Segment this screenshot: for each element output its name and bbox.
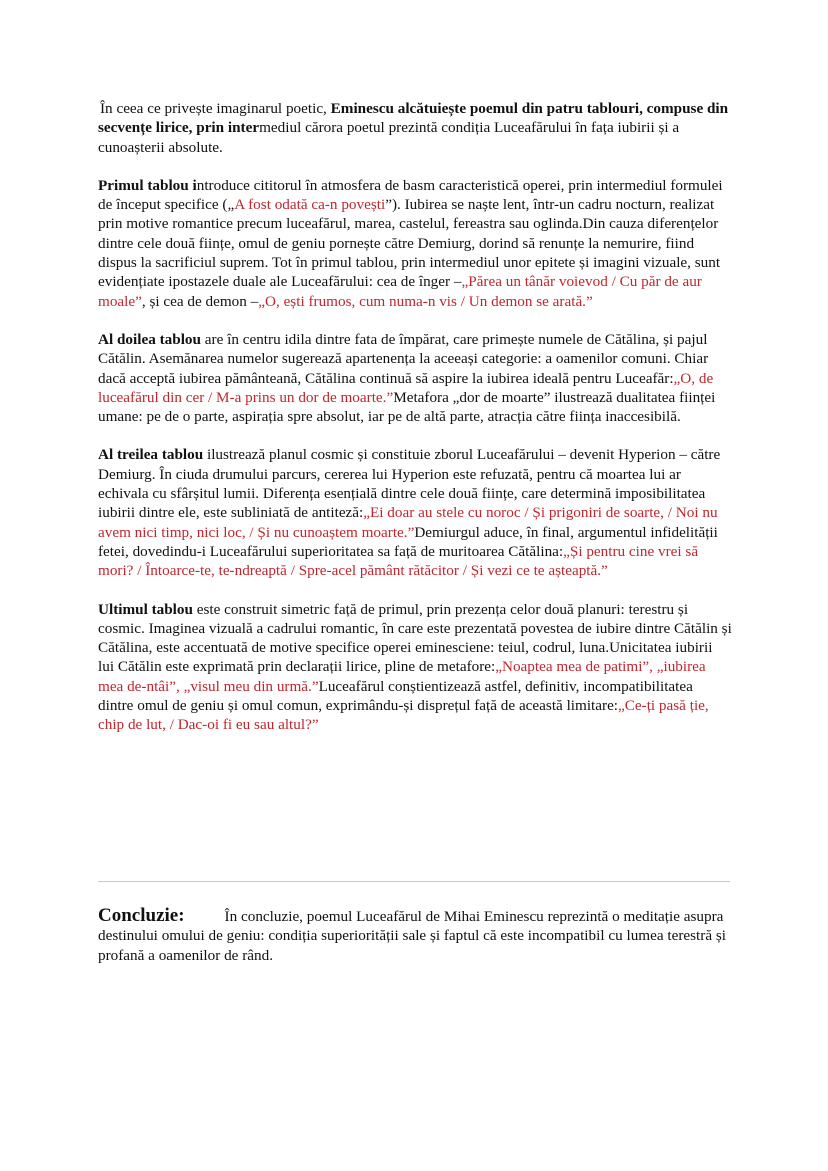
document-body: [98, 99, 732, 754]
last-tableau-text-1: este construit simetric față de primul, prin prezența celor două planuri: terestru și cosmic. Imaginea vizuală a cadrului romantic, în care este prezentată povestea de iubire dintre Cătălin și Cătălina, este accentuată de motive specifice operei eminesciene: teiul, codrul, luna.Unicitatea iubirii lui Cătălin este exprimată prin declarații lirice, pline de metafore:: [98, 600, 732, 676]
paragraph-first-tableau: [98, 176, 732, 311]
last-tableau-quote-1: „Noaptea mea de patimi”, „iubirea mea de-ntâi”, „visul meu din urmă.”: [98, 658, 706, 695]
last-tableau-quote-2: „Ce-ți pasă ție, chip de lut, / Dac-oi fi eu sau altul?”: [98, 697, 709, 734]
last-tableau-text-2: Luceafărul conștientizează astfel, definitiv, incompatibilitatea dintre omul de geniu și omul comun, exprimându-și disprețul față de această limitare:: [98, 677, 693, 715]
conclusion-title: Concluzie:: [98, 905, 185, 926]
third-tableau-text-1: ilustrează planul cosmic și constituie zborul Luceafărului – devenit Hyperion – către Demiurg. În ciuda drumului parcurs, cererea lui Hyperion este refuzată, pentru că moartea lui ar echivala cu sfârșitul lumii. Diferența esențială dintre cele două ființe, care determină imposibilitatea iubirii dintre ele, este subliniată de antiteză:: [98, 446, 721, 522]
first-tableau-quote-3: „O, ești frumos, cum numa-n vis / Un demon se arată.”: [258, 292, 593, 310]
third-tableau-quote-1: „Ei doar au stele cu noroc / Și prigoniri de soarte, / Noi nu avem nici timp, nici loc, / Și nu cunoaștem moarte.”: [98, 504, 718, 541]
conclusion-text: În concluzie, poemul Luceafărul de Mihai Eminescu reprezintă o meditație asupra destinului omului de geniu: condiția superiorității sale și faptul că este incompatibil cu lumea terestră și profană a oamenilor de rând.: [98, 908, 727, 964]
second-tableau-quote-1: „O, de luceafărul din cer / M-a prins un dor de moarte.”: [98, 369, 714, 406]
paragraph-intro: [98, 99, 732, 157]
paragraph-third-tableau: [98, 445, 732, 580]
third-tableau-heading: Al treilea tablou: [98, 446, 204, 464]
section-divider: [98, 881, 730, 882]
third-tableau-text-2: Demiurgul aduce, în final, argumentul infidelității fetei, dovedindu-i Luceafărului superioritatea sa față de muritoarea Cătălina:: [98, 523, 718, 560]
paragraph-conclusion: [98, 906, 732, 965]
intro-bold-text: Eminescu alcătuiește poemul din patru tablouri, compuse din secvențe lirice, prin inter: [98, 100, 729, 137]
intro-text-end: mediul cărora poetul prezintă condiția Luceafărului în fața iubirii și a cunoașterii absolute.: [98, 119, 680, 156]
first-tableau-quote-1: A fost odată ca-n povești: [234, 196, 386, 214]
first-tableau-text-2: ”). Iubirea se naște lent, într-un cadru nocturn, realizat prin motive romantice precum luceafărul, marea, castelul, fereastra sau oglinda.Din cauza diferențelor dintre cele două ființe, omul de geniu pornește către Demiurg, dorind să renunțe la nemurire, fiind dispus la sacrificiul suprem. Tot în primul tablou, prin intermediul unor epitete și imagini vizuale, sunt evidențiate ipostazele duale ale Luceafărului: cea de înger –: [98, 196, 721, 291]
last-tableau-heading: Ultimul tablou: [98, 600, 193, 618]
paragraph-second-tableau: [98, 330, 732, 426]
intro-text-start: În ceea ce privește imaginarul poetic,: [100, 100, 331, 117]
second-tableau-text-1: are în centru idila dintre fata de împărat, care primește numele de Cătălina, și pajul Cătălin. Asemănarea numelor sugerează apartenența la aceeași categorie: a oamenilor comuni. Chiar dacă acceptă iubirea pământeană, Cătălina continuă să aspire la iubirea ideală pentru Luceafăr:: [98, 330, 709, 387]
second-tableau-heading: Al doilea tablou: [98, 330, 201, 348]
second-tableau-text-2: Metafora „dor de moarte” ilustrează dualitatea ființei umane: pe de o parte, aspirația spre absolut, iar pe de altă parte, atracția către ființa inaccesibilă.: [98, 388, 716, 426]
first-tableau-quote-2: „Părea un tânăr voievod / Cu păr de aur moale”: [98, 273, 702, 310]
first-tableau-text-1: ntroduce cititorul în atmosfera de basm caracteristică operei, prin intermediul formulei de început specifice („: [98, 176, 723, 214]
first-tableau-text-3: , și cea de demon –: [141, 292, 259, 310]
paragraph-last-tableau: [98, 600, 732, 735]
third-tableau-quote-2: „Și pentru cine vrei să mori? / Întoarce-te, te-ndreaptă / Spre-acel pământ rătăcitor / Și vezi ce te așteaptă.”: [98, 542, 699, 580]
first-tableau-heading: Primul tablou i: [98, 176, 197, 194]
